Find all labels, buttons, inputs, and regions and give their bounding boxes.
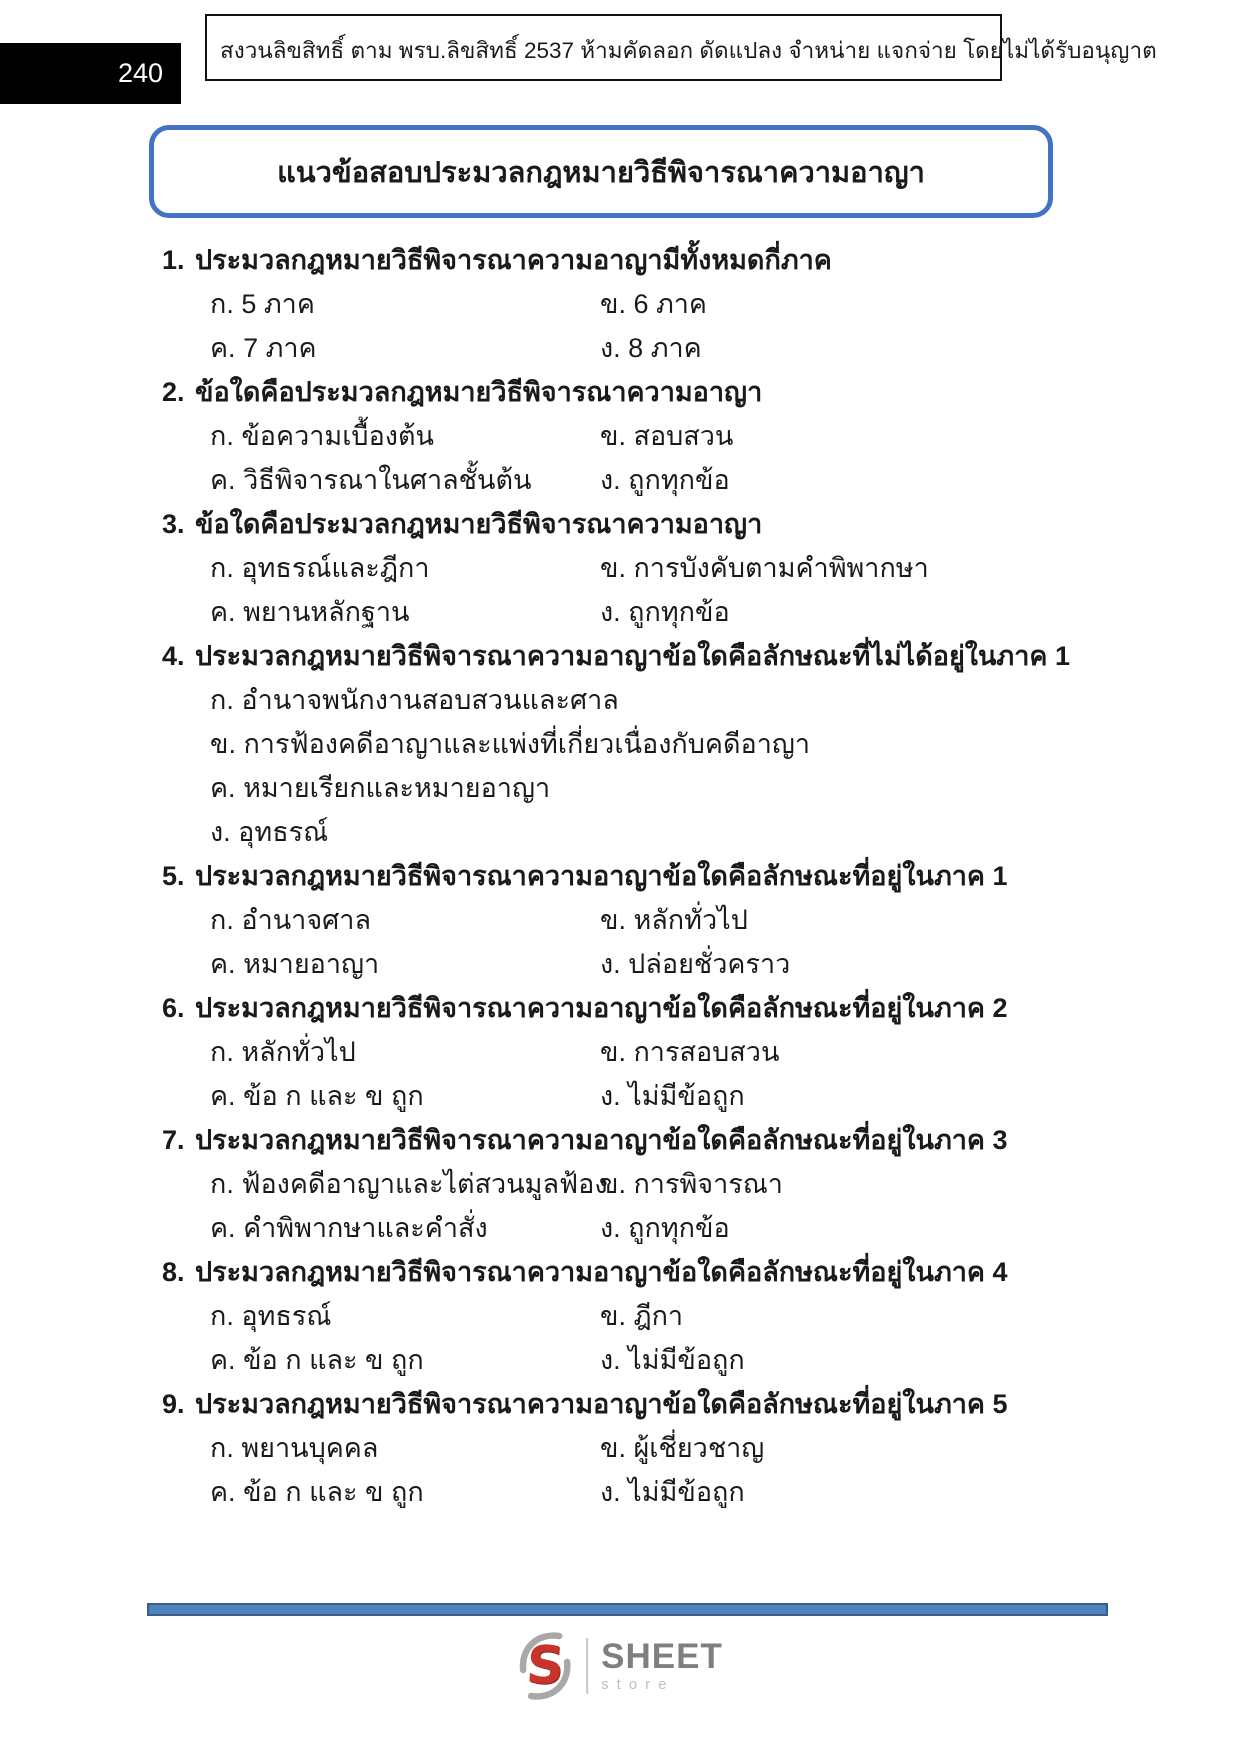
sheet-store-logo	[517, 1630, 723, 1702]
option-d: ง. ไม่มีข้อถูก	[600, 1477, 745, 1507]
question-8-options-row	[0, 1338, 1240, 1382]
question-9-options-row	[0, 1470, 1240, 1514]
question-1-options-row	[0, 282, 1240, 326]
option-c: ค. พยานหลักฐาน	[210, 597, 410, 627]
question-3-heading	[0, 502, 1240, 546]
logo-s-mark	[517, 1630, 573, 1702]
option-a: ก. อุทธรณ์	[210, 1301, 332, 1331]
question-4-options-row	[0, 766, 1240, 810]
option-b: ข. การสอบสวน	[600, 1037, 780, 1067]
question-5-options-row	[0, 942, 1240, 986]
page-number-box	[0, 43, 181, 104]
option-a: ก. พยานบุคคล	[210, 1433, 379, 1463]
question-text: ประมวลกฎหมายวิธีพิจารณาความอาญาข้อใดคือลักษณะที่อยู่ในภาค 1	[195, 861, 1008, 891]
question-5-options-row	[0, 898, 1240, 942]
question-4-options-row	[0, 722, 1240, 766]
question-text: ประมวลกฎหมายวิธีพิจารณาความอาญาข้อใดคือลักษณะที่อยู่ในภาค 3	[195, 1125, 1008, 1155]
question-8-options-row	[0, 1294, 1240, 1338]
option-b: ข. หลักทั่วไป	[600, 905, 748, 935]
option-a: ก. อำนาจศาล	[210, 905, 372, 935]
logo-letter: S	[524, 1636, 566, 1696]
question-6-options-row	[0, 1030, 1240, 1074]
copyright-notice-box	[205, 14, 1157, 81]
option-d: ง. ถูกทุกข้อ	[600, 465, 730, 495]
question-number: 6.	[162, 993, 185, 1023]
question-2-options-row	[0, 458, 1240, 502]
question-text: ประมวลกฎหมายวิธีพิจารณาความอาญาข้อใดคือลักษณะที่อยู่ในภาค 2	[195, 993, 1008, 1023]
option-a: ก. อำนาจพนักงานสอบสวนและศาล	[210, 685, 619, 715]
option-b: ข. 6 ภาค	[600, 289, 707, 319]
question-number: 7.	[162, 1125, 185, 1155]
page-number: 240	[117, 58, 163, 88]
question-text: ประมวลกฎหมายวิธีพิจารณาความอาญามีทั้งหมดกี่ภาค	[195, 245, 832, 275]
option-a: ก. ข้อความเบื้องต้น	[210, 421, 434, 451]
option-a: ก. ฟ้องคดีอาญาและไต่สวนมูลฟ้อง	[210, 1169, 608, 1199]
question-text: ประมวลกฎหมายวิธีพิจารณาความอาญาข้อใดคือลักษณะที่อยู่ในภาค 4	[195, 1257, 1008, 1287]
copyright-text: สงวนลิขสิทธิ์ ตาม พรบ.ลิขสิทธิ์ 2537 ห้ามคัดลอก ดัดแปลง จำหน่าย แจกจ่าย โดยไม่ได้รับอนุญาต	[220, 37, 1157, 63]
option-b: ข. การบังคับตามคำพิพากษา	[600, 553, 929, 583]
option-b: ข. ฎีกา	[600, 1301, 684, 1331]
question-number: 3.	[162, 509, 185, 539]
option-b: ข. การพิจารณา	[600, 1169, 783, 1199]
question-3-options-row	[0, 590, 1240, 634]
question-9-options-row	[0, 1426, 1240, 1470]
question-4-options-row	[0, 810, 1240, 854]
option-b: ข. การฟ้องคดีอาญาและแพ่งที่เกี่ยวเนื่องกับคดีอาญา	[210, 729, 811, 759]
question-text: ข้อใดคือประมวลกฎหมายวิธีพิจารณาความอาญา	[195, 509, 763, 539]
brand-name: SHEET	[601, 1636, 723, 1676]
question-text: ประมวลกฎหมายวิธีพิจารณาความอาญาข้อใดคือลักษณะที่อยู่ในภาค 5	[195, 1389, 1008, 1419]
question-number: 1.	[162, 245, 185, 275]
question-4-options-row	[0, 678, 1240, 722]
option-a: ก. หลักทั่วไป	[210, 1037, 356, 1067]
option-b: ข. สอบสวน	[600, 421, 734, 451]
option-d: ง. 8 ภาค	[600, 333, 702, 363]
exam-title-box	[149, 125, 1053, 218]
page-title: แนวข้อสอบประมวลกฎหมายวิธีพิจารณาความอาญา	[277, 156, 925, 189]
question-2-heading	[0, 370, 1240, 414]
question-7-options-row	[0, 1206, 1240, 1250]
question-8-heading	[0, 1250, 1240, 1294]
option-d: ง. ถูกทุกข้อ	[600, 1213, 730, 1243]
option-a: ก. 5 ภาค	[210, 289, 315, 319]
question-6-options-row	[0, 1074, 1240, 1118]
question-1-heading	[0, 238, 1240, 282]
question-1-options-row	[0, 326, 1240, 370]
question-4-heading	[0, 634, 1240, 678]
option-c: ค. วิธีพิจารณาในศาลชั้นต้น	[210, 465, 532, 495]
option-d: ง. อุทธรณ์	[210, 817, 329, 847]
question-number: 4.	[162, 641, 185, 671]
option-d: ง. ปล่อยชั่วคราว	[600, 949, 791, 979]
logo-text	[601, 1636, 723, 1694]
question-text: ข้อใดคือประมวลกฎหมายวิธีพิจารณาความอาญา	[195, 377, 763, 407]
footer-divider-bar	[147, 1603, 1108, 1616]
brand-subtitle: store	[601, 1675, 675, 1693]
option-c: ค. หมายเรียกและหมายอาญา	[210, 773, 551, 803]
question-number: 8.	[162, 1257, 185, 1287]
option-c: ค. ข้อ ก และ ข ถูก	[210, 1081, 424, 1111]
question-text: ประมวลกฎหมายวิธีพิจารณาความอาญาข้อใดคือลักษณะที่ไม่ได้อยู่ในภาค 1	[195, 641, 1070, 671]
option-b: ข. ผู้เชี่ยวชาญ	[600, 1433, 765, 1463]
question-6-heading	[0, 986, 1240, 1030]
option-a: ก. อุทธรณ์และฎีกา	[210, 553, 430, 583]
question-5-heading	[0, 854, 1240, 898]
question-2-options-row	[0, 414, 1240, 458]
question-9-heading	[0, 1382, 1240, 1426]
option-c: ค. ข้อ ก และ ข ถูก	[210, 1345, 424, 1375]
option-d: ง. ถูกทุกข้อ	[600, 597, 730, 627]
option-c: ค. หมายอาญา	[210, 949, 380, 979]
question-list	[0, 238, 1240, 1514]
option-c: ค. คำพิพากษาและคำสั่ง	[210, 1213, 488, 1243]
option-d: ง. ไม่มีข้อถูก	[600, 1345, 745, 1375]
question-number: 9.	[162, 1389, 185, 1419]
option-c: ค. 7 ภาค	[210, 333, 317, 363]
question-number: 2.	[162, 377, 185, 407]
question-7-heading	[0, 1118, 1240, 1162]
question-7-options-row	[0, 1162, 1240, 1206]
question-3-options-row	[0, 546, 1240, 590]
option-c: ค. ข้อ ก และ ข ถูก	[210, 1477, 424, 1507]
logo-divider	[586, 1638, 588, 1694]
option-d: ง. ไม่มีข้อถูก	[600, 1081, 745, 1111]
question-number: 5.	[162, 861, 185, 891]
